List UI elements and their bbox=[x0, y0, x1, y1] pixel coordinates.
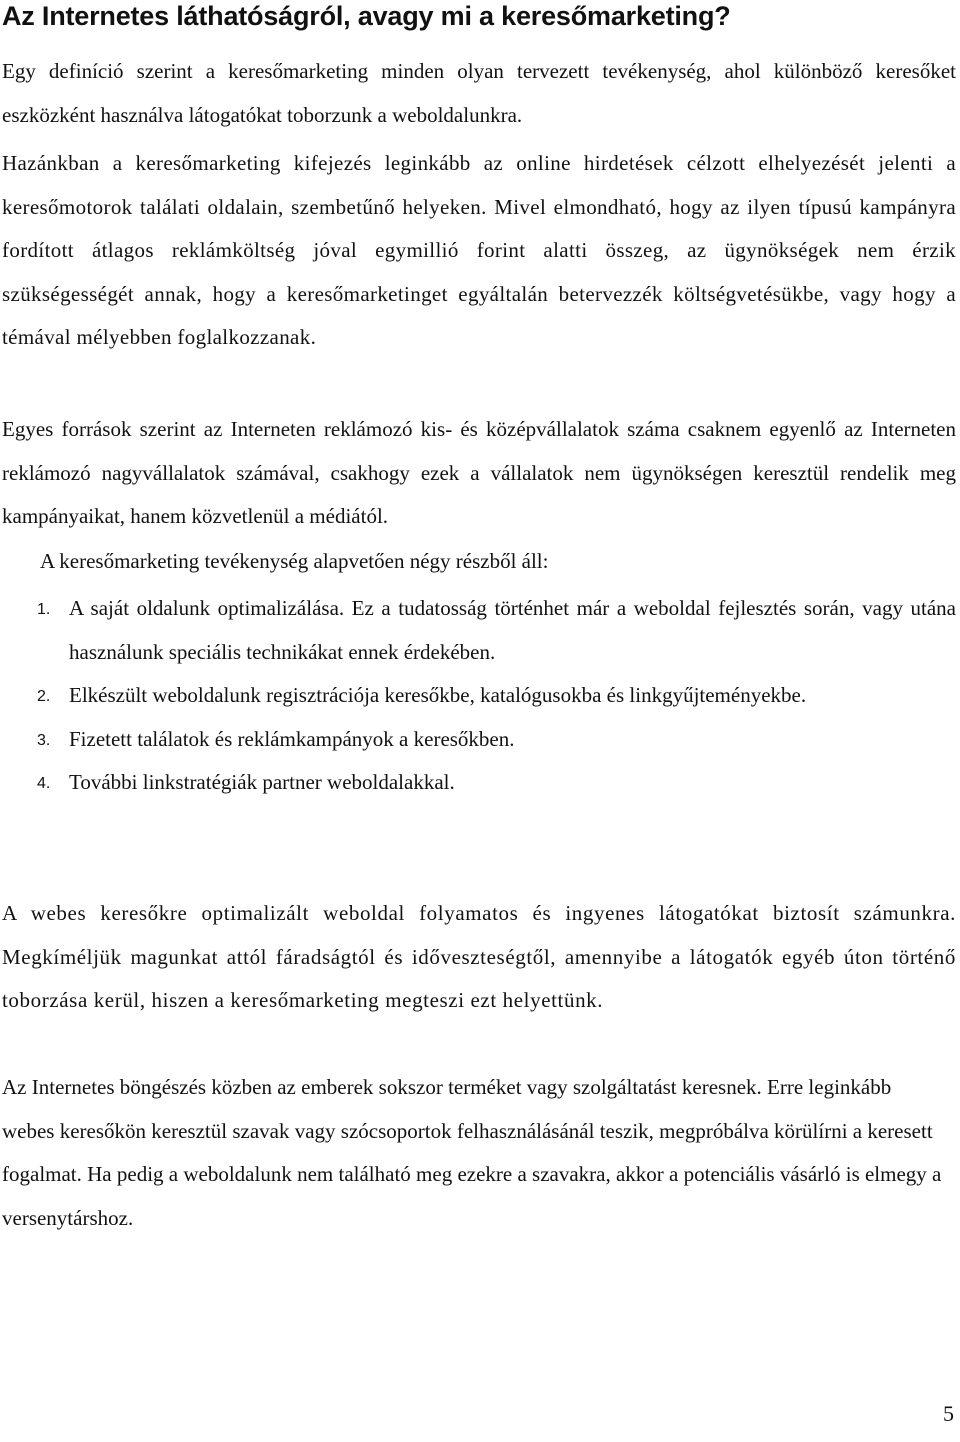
list-item-text: Elkészült weboldalunk regisztrációja keresőkbe, katalógusokba és linkgyűjteményekbe. bbox=[69, 683, 807, 708]
list-item-text: A saját oldalunk optimalizálása. Ez a tudatosság történhet már a weboldal fejlesztés során, vagy utána használunk speciális technikákat ennek érdekében. bbox=[69, 596, 956, 664]
list-item-number: 1. bbox=[37, 601, 51, 618]
list-item bbox=[0, 674, 960, 718]
page-title: Az Internetes láthatóságról, avagy mi a keresőmarketing? bbox=[2, 1, 731, 31]
activity-list bbox=[0, 587, 960, 805]
list-item bbox=[0, 761, 960, 805]
list-item-text: Fizetett találatok és reklámkampányok a keresőkben. bbox=[69, 726, 515, 751]
paragraph-optimized-site: A webes keresőkre optimalizált weboldal folyamatos és ingyenes látogatókat biztosít számunkra. Megkíméljük magunkat attól fáradságtól és időveszteségtől, amennyibe a látogatók egyéb úton történő toborzása kerül, hiszen a keresőmarketing megteszi ezt helyettünk. bbox=[2, 901, 956, 1013]
list-item-number: 3. bbox=[37, 731, 51, 749]
paragraph-browsing: Az Internetes böngészés közben az emberek sokszor terméket vagy szolgáltatást keresnek. Erre leginkább webes keresőkön keresztül szavak vagy szócsoportok felhasználásánál teszik, megpróbálva körülírni a keresett fogalmat. Ha pedig a weboldalunk nem található meg ezekre a szavakra, akkor a potenciális vásárló is elmegy a versenytárshoz. bbox=[2, 1075, 942, 1230]
paragraph-sources: Egyes források szerint az Interneten reklámozó kis- és középvállalatok száma csaknem egyenlő az Interneten reklámozó nagyvállalatok számával, csakhogy ezek a vállalatok nem ügynökségen keresztül rendelik meg kampányaikat, hanem közvetlenül a médiától. bbox=[2, 417, 956, 529]
paragraph-definition: Egy definíció szerint a keresőmarketing minden olyan tervezett tevékenység, ahol különböző keresőket eszközként használva látogatókat toborzunk a weboldalunkra. bbox=[2, 59, 956, 127]
list-item bbox=[0, 718, 960, 762]
list-item-text: További linkstratégiák partner weboldalakkal. bbox=[69, 770, 455, 795]
list-item bbox=[0, 587, 960, 674]
page-number: 5 bbox=[943, 1401, 954, 1426]
list-intro: A keresőmarketing tevékenység alapvetően négy részből áll: bbox=[40, 549, 549, 573]
paragraph-domestic: Hazánkban a keresőmarketing kifejezés leginkább az online hirdetések célzott elhelyezését jelenti a keresőmotorok találati oldalain, szembetűnő helyeken. Mivel elmondható, hogy az ilyen típusú kampányra fordított átlagos reklámköltség jóval egymillió forint alatti összeg, az ügynökségek nem érzik szükségességét annak, hogy a keresőmarketinget egyáltalán betervezzék költségvetésükbe, vagy hogy a témával mélyebben foglalkozzanak. bbox=[2, 151, 956, 350]
list-item-number: 2. bbox=[37, 688, 51, 706]
list-item-number: 4. bbox=[37, 775, 51, 793]
